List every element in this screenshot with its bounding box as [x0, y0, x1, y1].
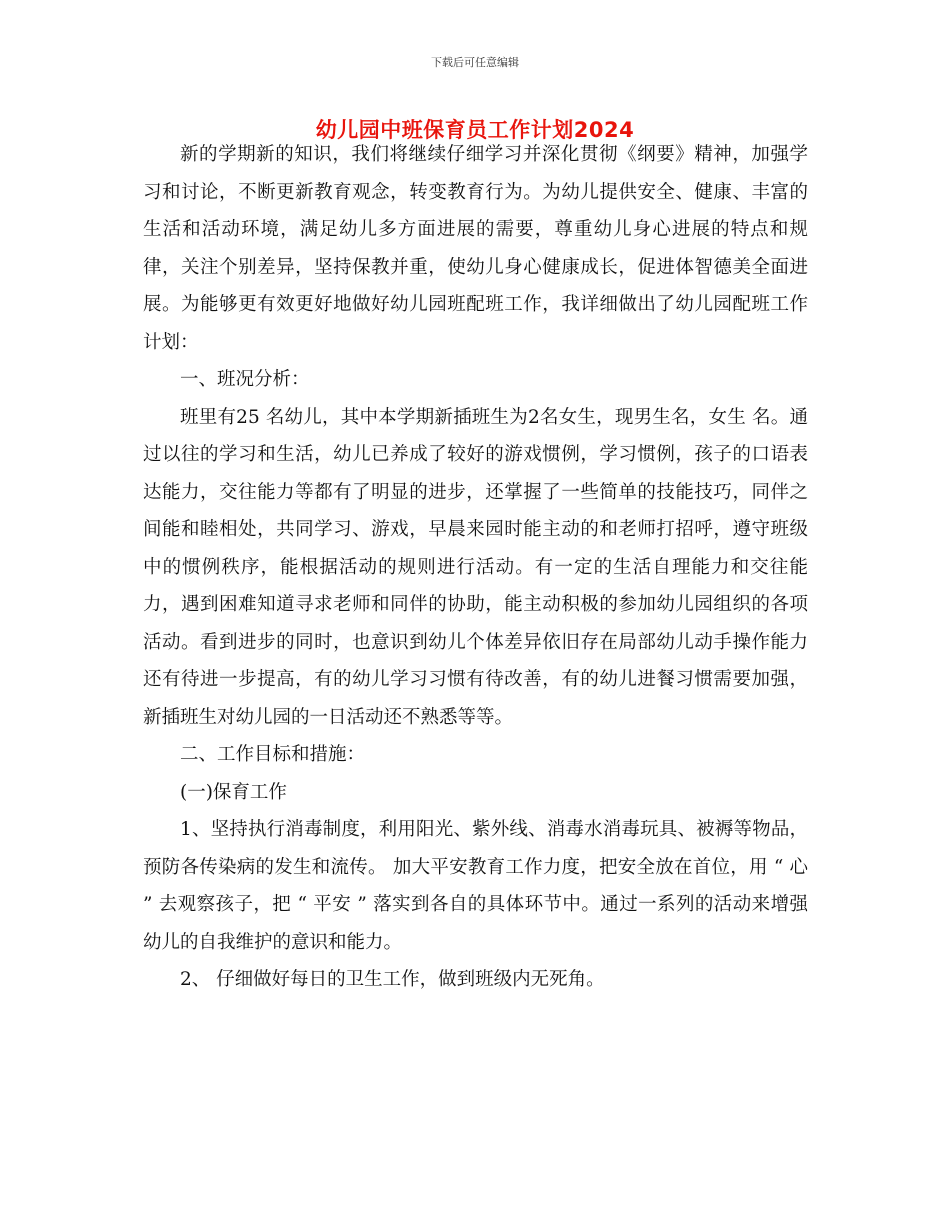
- page-header-note: 下载后可任意编辑: [431, 56, 519, 69]
- section-heading-class-analysis: 一、班况分析：: [180, 369, 310, 390]
- section-heading-goals-measures: 二、工作目标和措施：: [180, 744, 366, 765]
- care-item-1: 1、坚持执行消毒制度，利用阳光、紫外线、消毒水消毒玩具、被褥等物品，预防各传染病的发生和流传。 加大平安教育工作力度，把安全放在首位，用 “ 心 ” 去观察孩子，把 “ 平安 ” 落实到各自的具体环节中。通过一系列的活动来增强幼儿的自我维护的意识和能力。: [143, 819, 808, 953]
- document-body: [143, 136, 808, 999]
- document-title: 幼儿园中班保育员工作计划2024: [315, 118, 635, 142]
- subsection-heading-care-work: (一)保育工作: [180, 781, 287, 803]
- class-analysis-paragraph: 班里有25 名幼儿，其中本学期新插班生为2名女生，现男生名，女生 名。通过以往的学习和生活，幼儿已养成了较好的游戏惯例，学习惯例，孩子的口语表达能力，交往能力等都有了明显的进步，还掌握了一些简单的技能技巧，同伴之间能和睦相处，共同学习、游戏，早晨来园时能主动的和老师打招呼，遵守班级中的惯例秩序，能根据活动的规则进行活动。有一定的生活自理能力和交往能力，遇到困难知道寻求老师和同伴的协助，能主动积极的参加幼儿园组织的各项活动。看到进步的同时，也意识到幼儿个体差异依旧存在局部幼儿动手操作能力还有待进一步提高，有的幼儿学习习惯有待改善，有的幼儿进餐习惯需要加强，新插班生对幼儿园的一日活动还不熟悉等等。: [143, 406, 808, 728]
- intro-paragraph: 新的学期新的知识，我们将继续仔细学习并深化贯彻《纲要》精神，加强学习和讨论，不断更新教育观念，转变教育行为。为幼儿提供安全、健康、丰富的生活和活动环境，满足幼儿多方面进展的需要，尊重幼儿身心进展的特点和规律，关注个别差异，坚持保教并重，使幼儿身心健康成长，促进体智德美全面进展。为能够更有效更好地做好幼儿园班配班工作，我详细做出了幼儿园配班工作计划：: [143, 144, 808, 353]
- care-item-2: 2、 仔细做好每日的卫生工作，做到班级内无死角。: [180, 969, 605, 990]
